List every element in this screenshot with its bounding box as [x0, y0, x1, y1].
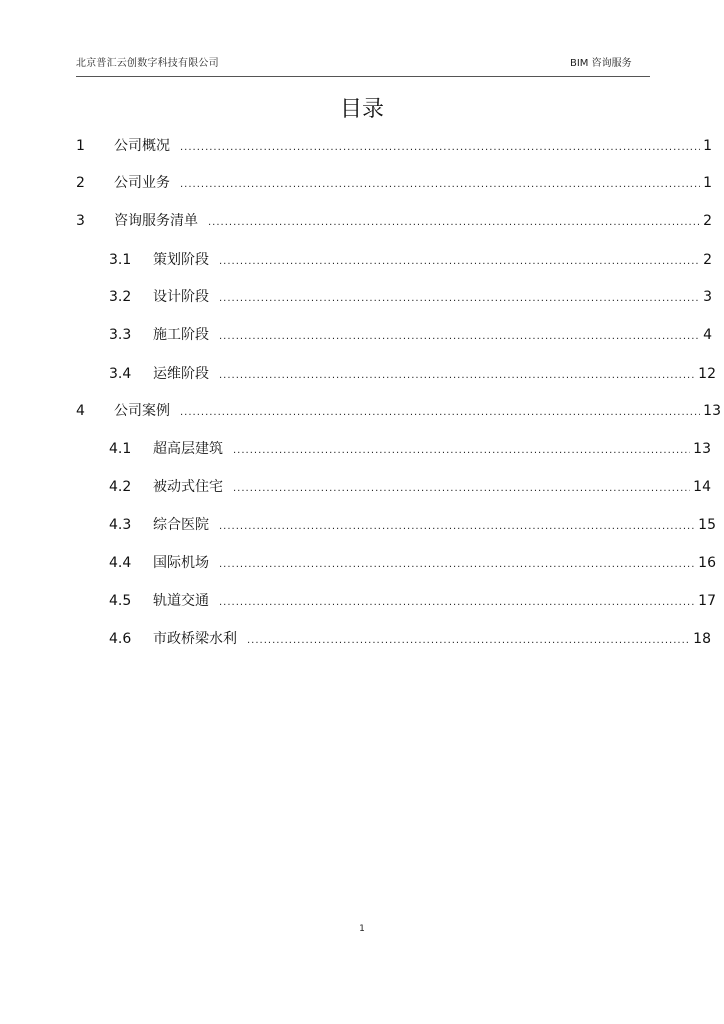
toc-leader-dots — [219, 593, 695, 613]
toc-leader-dots — [219, 289, 700, 309]
toc-entry-4-3[interactable] — [109, 515, 716, 535]
page-number: 1 — [359, 924, 365, 934]
toc-entry-4-1[interactable] — [109, 439, 711, 459]
toc-leader-dots — [247, 631, 690, 651]
toc-entry-page: 15 — [698, 517, 716, 533]
toc-entry-text: 策划阶段 — [153, 252, 209, 268]
toc-entry-text: 施工阶段 — [153, 327, 209, 343]
toc-entry-4-2[interactable] — [109, 477, 711, 497]
toc-entry-number: 4.4 — [109, 555, 132, 571]
toc-entry-page: 1 — [703, 138, 712, 154]
toc-title: 目录 — [339, 97, 384, 122]
toc-entry-4[interactable] — [76, 401, 721, 421]
toc-entry-4-4[interactable] — [109, 553, 716, 573]
toc-entry-number: 4.3 — [109, 517, 132, 533]
toc-entry-number: 3.2 — [109, 289, 132, 305]
toc-entry-number: 3.4 — [109, 366, 132, 382]
toc-entry-page: 17 — [698, 593, 716, 609]
toc-entry-number: 2 — [76, 175, 85, 191]
toc-entry-text: 超高层建筑 — [153, 441, 223, 457]
toc-entry-text: 公司概况 — [114, 138, 170, 154]
toc-entry-3-4[interactable] — [109, 364, 716, 384]
toc-entry-4-5[interactable] — [109, 591, 716, 611]
toc-entry-page: 2 — [703, 252, 712, 268]
toc-leader-dots — [180, 403, 700, 423]
toc-entry-number: 3.1 — [109, 252, 132, 268]
toc-leader-dots — [219, 327, 700, 347]
toc-leader-dots — [219, 555, 695, 575]
toc-entry-number: 4.1 — [109, 441, 132, 457]
toc-entry-page: 18 — [693, 631, 711, 647]
toc-entry-3[interactable] — [76, 211, 712, 231]
toc-leader-dots — [180, 175, 700, 195]
header-company: 北京普汇云创数字科技有限公司 — [76, 58, 219, 69]
toc-leader-dots — [180, 138, 700, 158]
toc-entry-page: 13 — [703, 403, 721, 419]
toc-entry-number: 3 — [76, 213, 85, 229]
toc-entry-page: 13 — [693, 441, 711, 457]
toc-entry-text: 咨询服务清单 — [114, 213, 198, 229]
toc-entry-page: 3 — [703, 289, 712, 305]
toc-entry-3-3[interactable] — [109, 325, 712, 345]
toc-entry-3-2[interactable] — [109, 287, 712, 307]
toc-entry-text: 国际机场 — [153, 555, 209, 571]
toc-leader-dots — [208, 213, 700, 233]
toc-entry-number: 4.2 — [109, 479, 132, 495]
toc-entry-page: 14 — [693, 479, 711, 495]
toc-leader-dots — [219, 366, 695, 386]
toc-leader-dots — [233, 479, 690, 499]
toc-entry-number: 4.5 — [109, 593, 132, 609]
toc-entry-4-6[interactable] — [109, 629, 711, 649]
toc-entry-text: 公司案例 — [114, 403, 170, 419]
toc-entry-text: 被动式住宅 — [153, 479, 223, 495]
header-divider — [76, 76, 650, 77]
toc-entry-text: 设计阶段 — [153, 289, 209, 305]
toc-entry-1[interactable] — [76, 136, 712, 156]
toc-entry-page: 2 — [703, 213, 712, 229]
header-section: BIM 咨询服务 — [570, 58, 632, 69]
toc-leader-dots — [233, 441, 690, 461]
toc-entry-page: 4 — [703, 327, 712, 343]
toc-leader-dots — [219, 517, 695, 537]
toc-entry-page: 12 — [698, 366, 716, 382]
toc-leader-dots — [219, 252, 700, 272]
toc-entry-2[interactable] — [76, 173, 712, 193]
toc-entry-number: 4 — [76, 403, 85, 419]
toc-entry-3-1[interactable] — [109, 250, 712, 270]
toc-entry-page: 1 — [703, 175, 712, 191]
toc-entry-number: 3.3 — [109, 327, 132, 343]
toc-entry-text: 运维阶段 — [153, 366, 209, 382]
toc-entry-text: 市政桥梁水利 — [153, 631, 237, 647]
toc-entry-text: 轨道交通 — [153, 593, 209, 609]
toc-entry-text: 综合医院 — [153, 517, 209, 533]
toc-entry-number: 4.6 — [109, 631, 132, 647]
toc-entry-page: 16 — [698, 555, 716, 571]
toc-entry-number: 1 — [76, 138, 85, 154]
toc-entry-text: 公司业务 — [114, 175, 170, 191]
